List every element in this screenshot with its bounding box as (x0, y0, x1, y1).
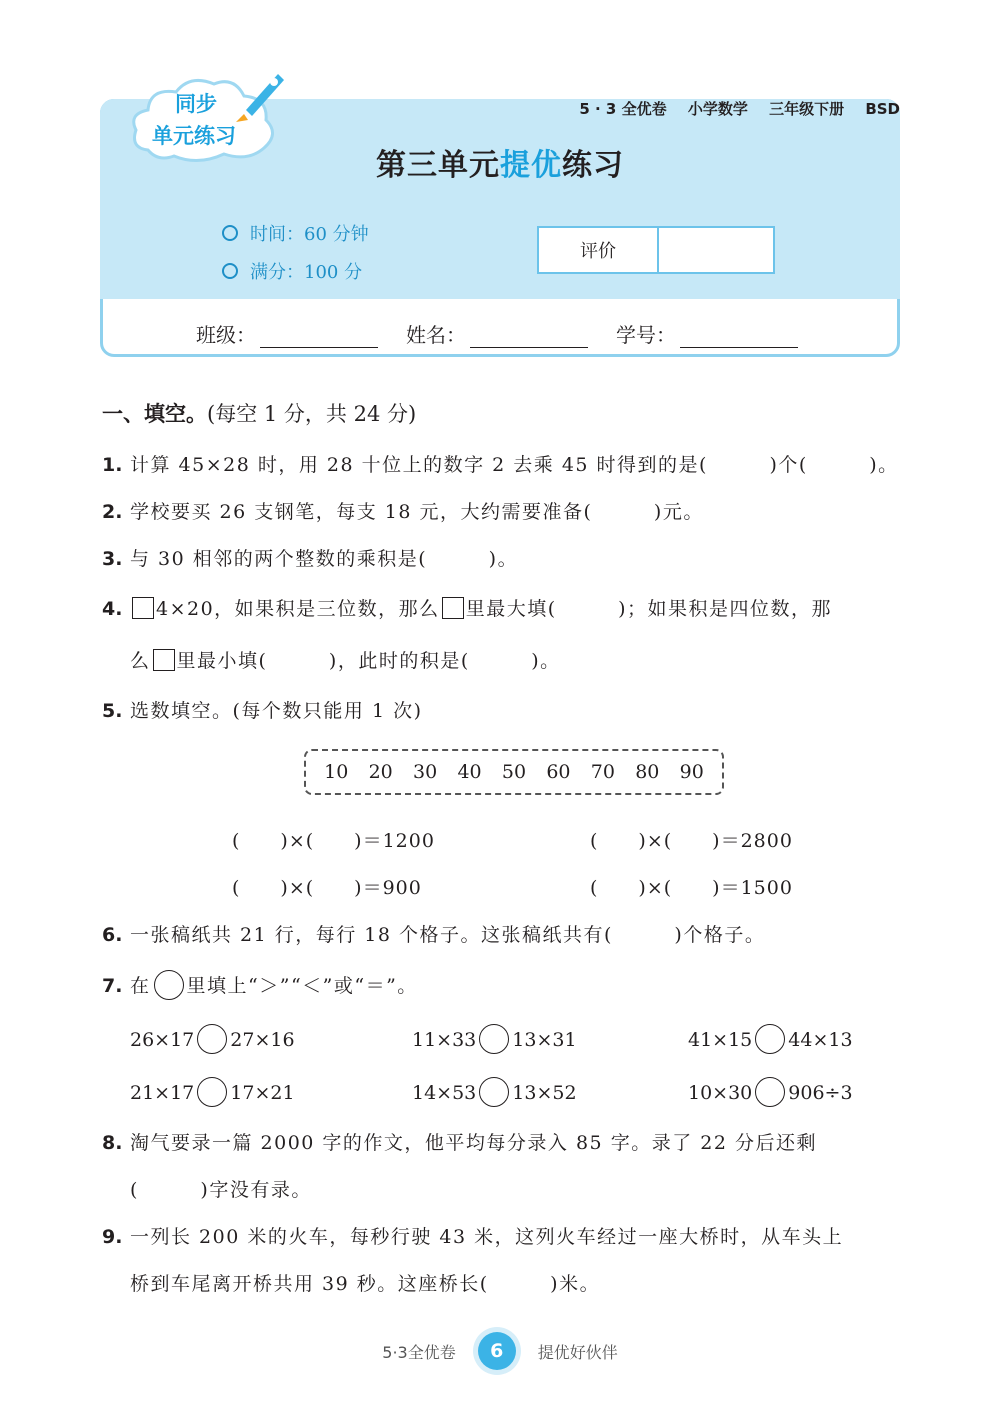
badge-line1: 同步 (175, 92, 217, 116)
equation: ( )×( )＝1200 (232, 830, 435, 852)
question-8 (102, 1128, 817, 1155)
expr: 41×15 (688, 1029, 753, 1051)
question-text: 选数填空。(每个数只能用 1 次) (130, 700, 423, 722)
student-info-fields (196, 319, 826, 348)
question-9-cont (130, 1269, 600, 1296)
number-choices-box (304, 749, 724, 795)
choice-number: 40 (457, 761, 482, 783)
check-icon (222, 263, 238, 279)
evaluation-box (537, 226, 775, 274)
question-number: 4. (102, 598, 123, 620)
title-part: 练习 (562, 148, 624, 183)
question-text: 里填上“＞”“＜”或“＝”。 (186, 975, 418, 997)
question-number: 9. (102, 1226, 123, 1248)
badge-line2: 单元练习 (152, 124, 236, 148)
question-number: 7. (102, 975, 123, 997)
expr: 906÷3 (788, 1082, 853, 1104)
question-4-cont (130, 646, 561, 673)
evaluation-field[interactable] (659, 228, 773, 272)
question-text: 淘气要录一篇 2000 字的作文，他平均每分录入 85 字。录了 22 分后还剩 (130, 1132, 817, 1154)
blank-line[interactable] (260, 323, 378, 348)
question-3 (102, 544, 518, 571)
field-label: 学号： (616, 323, 676, 347)
question-text: 里最小填( )，此时的积是( )。 (176, 650, 561, 672)
section-title (102, 398, 416, 428)
question-number: 3. (102, 548, 123, 570)
field-label: 班级： (196, 323, 256, 347)
question-text: 么 (130, 650, 151, 672)
clock-icon (222, 225, 238, 241)
expr: 14×53 (412, 1082, 477, 1104)
series-item: 小学数学 (687, 100, 748, 118)
question-1 (102, 450, 899, 477)
question-number: 2. (102, 501, 123, 523)
choice-number: 80 (635, 761, 660, 783)
answer-box[interactable] (132, 597, 154, 619)
series-item: 三年级下册 (769, 100, 845, 118)
expr: 44×13 (788, 1029, 853, 1051)
expr: 17×21 (230, 1082, 295, 1104)
title-highlight: 提优 (500, 148, 562, 183)
expr: 21×17 (130, 1082, 195, 1104)
name-field[interactable] (406, 319, 588, 348)
equation: ( )×( )＝2800 (590, 830, 793, 852)
answer-circle[interactable] (755, 1024, 785, 1054)
question-text: 在 (130, 975, 151, 997)
expr: 11×33 (412, 1029, 477, 1051)
series-item: 5 · 3 全优卷 (579, 100, 667, 118)
choice-number: 90 (679, 761, 704, 783)
evaluation-label: 评价 (539, 228, 659, 272)
question-text: 一张稿纸共 21 行，每行 18 个格子。这张稿纸共有( )个格子。 (130, 924, 766, 946)
answer-circle[interactable] (479, 1077, 509, 1107)
page-footer (0, 1332, 1000, 1370)
expr: 27×16 (230, 1029, 295, 1051)
comparison (130, 1024, 295, 1054)
equation: ( )×( )＝900 (232, 877, 422, 899)
question-7 (102, 970, 418, 1000)
series-item: BSD (865, 100, 900, 118)
blank-line[interactable] (680, 323, 798, 348)
question-text: 4×20，如果积是三位数，那么 (156, 598, 440, 620)
answer-box[interactable] (153, 649, 175, 671)
question-text: 与 30 相邻的两个整数的乘积是( )。 (130, 548, 519, 570)
answer-circle[interactable] (479, 1024, 509, 1054)
question-text: 学校要买 26 支钢笔，每支 18 元，大约需要准备( )元。 (130, 501, 704, 523)
question-2 (102, 497, 704, 524)
comparison (412, 1024, 577, 1054)
answer-circle[interactable] (197, 1077, 227, 1107)
score-row (222, 258, 362, 284)
footer-left: 5·3全优卷 (382, 1342, 456, 1362)
question-number: 5. (102, 700, 123, 722)
question-5 (102, 696, 423, 723)
question-text: 计算 45×28 时，用 28 十位上的数字 2 去乘 45 时得到的是( )个( )。 (130, 454, 899, 476)
expr: 13×31 (512, 1029, 577, 1051)
title-part: 第三单元 (376, 148, 500, 183)
question-8-cont (130, 1175, 312, 1202)
expr: 26×17 (130, 1029, 195, 1051)
expr: 13×52 (512, 1082, 577, 1104)
equation: ( )×( )＝1500 (590, 877, 793, 899)
choice-number: 50 (501, 761, 527, 783)
choice-number: 70 (590, 761, 615, 783)
score-label: 满分：100 分 (250, 262, 363, 283)
question-number: 8. (102, 1132, 123, 1154)
question-9 (102, 1222, 843, 1249)
section-heading: 一、填空。 (102, 402, 207, 426)
answer-circle[interactable] (755, 1077, 785, 1107)
comparison (130, 1077, 295, 1107)
series-info (563, 98, 900, 119)
student-id-field[interactable] (616, 319, 798, 348)
footer-right: 提优好伙伴 (537, 1342, 618, 1362)
question-number: 1. (102, 454, 123, 476)
answer-circle[interactable] (154, 970, 184, 1000)
question-text: ( )字没有录。 (130, 1179, 312, 1201)
choice-number: 60 (546, 761, 571, 783)
question-number: 6. (102, 924, 123, 946)
answer-circle[interactable] (197, 1024, 227, 1054)
question-text: 一列长 200 米的火车，每秒行驶 43 米，这列火车经过一座大桥时，从车头上 (130, 1226, 844, 1248)
section-note: (每空 1 分，共 24 分) (207, 402, 417, 426)
time-label: 时间：60 分钟 (250, 224, 369, 245)
page-number: 6 (478, 1332, 516, 1370)
question-6 (102, 920, 765, 947)
field-label: 姓名： (406, 323, 466, 347)
comparison (688, 1077, 853, 1107)
question-text: 里最大填( )；如果积是四位数，那 (465, 598, 833, 620)
time-row (222, 220, 369, 246)
comparison (688, 1024, 853, 1054)
question-4 (102, 594, 832, 621)
answer-box[interactable] (442, 597, 464, 619)
choice-number: 30 (413, 761, 438, 783)
choice-number: 20 (368, 761, 393, 783)
expr: 10×30 (688, 1082, 753, 1104)
question-text: 桥到车尾离开桥共用 39 秒。这座桥长( )米。 (130, 1273, 601, 1295)
blank-line[interactable] (470, 323, 588, 348)
comparison (412, 1077, 577, 1107)
class-field[interactable] (196, 319, 378, 348)
choice-number: 10 (324, 761, 349, 783)
page-title (0, 140, 1000, 184)
